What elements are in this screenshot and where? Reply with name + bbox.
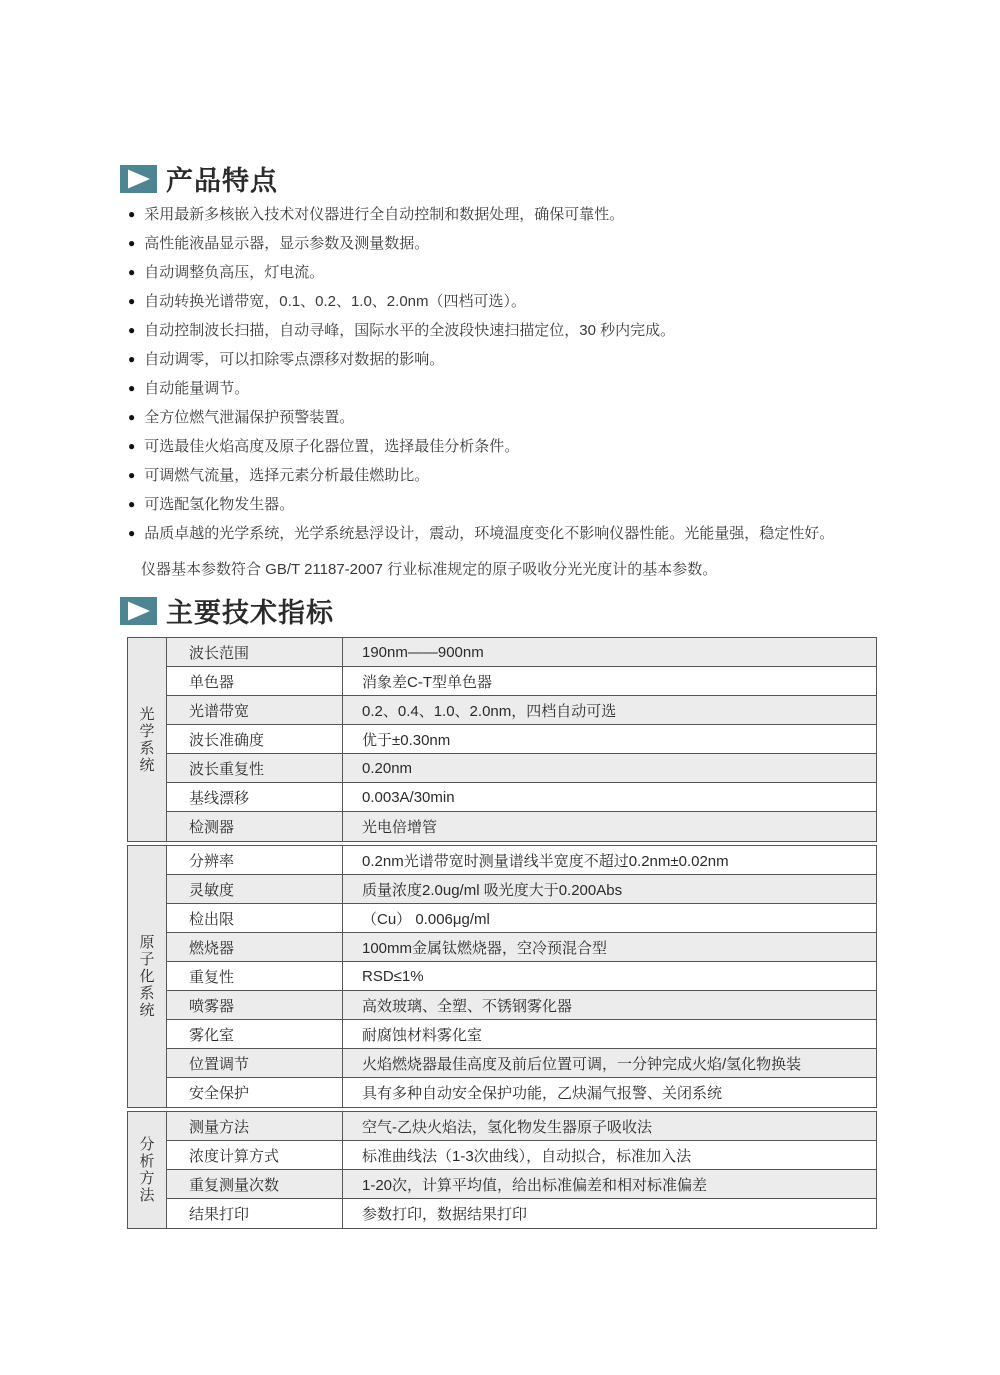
bullet-text: 采用最新多核嵌入技术对仪器进行全自动控制和数据处理，确保可靠性。 [144, 206, 625, 223]
spec-section [127, 1111, 877, 1229]
value-cell: 耐腐蚀材料雾化室 [362, 1026, 483, 1044]
feature-list [128, 199, 988, 547]
param-cell: 波长重复性 [167, 754, 343, 782]
bullet-dot-icon: ● [128, 351, 136, 366]
param-cell: 检测器 [167, 812, 343, 841]
value-cell: 具有多种自动安全保护功能，乙炔漏气报警、关闭系统 [362, 1085, 723, 1102]
value-cell: 100mm金属钛燃烧器，空冷预混合型 [362, 939, 608, 957]
spec-row [167, 754, 876, 783]
bullet-dot-icon: ● [128, 467, 136, 482]
feature-bullet [128, 344, 988, 373]
spec-row [167, 962, 876, 991]
feature-bullet [128, 199, 988, 228]
bullet-dot-icon: ● [128, 235, 136, 250]
bullet-text: 可选最佳火焰高度及原子化器位置，选择最佳分析条件。 [144, 438, 520, 455]
feature-bullet [128, 286, 988, 315]
value-cell: （Cu） 0.006μg/ml [362, 910, 490, 928]
spec-row [167, 1141, 876, 1170]
value-cell: 质量浓度2.0ug/ml 吸光度大于0.200Abs [362, 881, 623, 899]
param-cell: 光谱带宽 [167, 696, 343, 724]
param-cell: 波长范围 [167, 638, 343, 666]
bullet-dot-icon: ● [128, 525, 136, 540]
feature-bullet [128, 402, 988, 431]
spec-row [167, 846, 876, 875]
param-cell: 灵敏度 [167, 875, 343, 903]
value-cell: 0.20nm [362, 759, 413, 777]
value-cell: 0.2nm光谱带宽时测量谱线半宽度不超过0.2nm±0.02nm [362, 852, 729, 870]
param-cell: 测量方法 [167, 1112, 343, 1140]
spec-row [167, 1170, 876, 1199]
feature-bullet [128, 373, 988, 402]
category-cell: 分 析 方 法 [128, 1112, 167, 1228]
bullet-dot-icon: ● [128, 496, 136, 511]
section-rows [167, 846, 876, 1107]
param-cell: 波长准确度 [167, 725, 343, 753]
spec-row [167, 667, 876, 696]
bullet-dot-icon: ● [128, 264, 136, 279]
play-icon [120, 597, 157, 625]
category-cell: 原 子 化 系 统 [128, 846, 167, 1107]
spec-row [167, 991, 876, 1020]
value-cell: 火焰燃烧器最佳高度及前后位置可调，一分钟完成火焰/氢化物换装 [362, 1055, 802, 1073]
bullet-text: 可调燃气流量，选择元素分析最佳燃助比。 [144, 467, 430, 484]
spec-row [167, 1049, 876, 1078]
specs-header [120, 591, 334, 630]
param-cell: 重复性 [167, 962, 343, 990]
value-cell: 0.003A/30min [362, 788, 455, 806]
bullet-text: 高性能液晶显示器，显示参数及测量数据。 [144, 235, 430, 252]
spec-row [167, 812, 876, 841]
bullet-text: 可选配氢化物发生器。 [144, 496, 295, 513]
value-cell: 空气-乙炔火焰法，氢化物发生器原子吸收法 [362, 1118, 652, 1136]
spec-row [167, 1112, 876, 1141]
features-header [120, 159, 278, 198]
section-rows [167, 1112, 876, 1228]
standard-note: 仪器基本参数符合 GB/T 21187-2007 行业标准规定的原子吸收分光光度计的基本参数。 [141, 561, 718, 578]
param-cell: 分辨率 [167, 846, 343, 874]
param-cell: 基线漂移 [167, 783, 343, 811]
param-cell: 安全保护 [167, 1078, 343, 1107]
param-cell: 位置调节 [167, 1049, 343, 1077]
feature-bullet [128, 431, 988, 460]
spec-table [127, 637, 877, 1229]
value-cell: 光电倍增管 [362, 819, 438, 836]
feature-bullet [128, 228, 988, 257]
spec-row [167, 783, 876, 812]
bullet-dot-icon: ● [128, 293, 136, 308]
value-cell: RSD≤1% [362, 967, 424, 985]
value-cell: 标准曲线法（1-3次曲线），自动拟合，标准加入法 [362, 1147, 692, 1165]
spec-row [167, 1199, 876, 1228]
spec-row [167, 696, 876, 725]
category-cell: 光 学 系 统 [128, 638, 167, 841]
value-cell: 优于±0.30nm [362, 731, 451, 749]
bullet-dot-icon: ● [128, 380, 136, 395]
spec-row [167, 933, 876, 962]
value-cell: 高效玻璃、全塑、不锈钢雾化器 [362, 997, 573, 1015]
bullet-dot-icon: ● [128, 206, 136, 221]
feature-bullet [128, 315, 988, 344]
spec-row [167, 725, 876, 754]
value-cell: 参数打印，数据结果打印 [362, 1206, 528, 1223]
spec-row [167, 904, 876, 933]
bullet-text: 自动能量调节。 [144, 380, 250, 397]
bullet-text: 自动控制波长扫描，自动寻峰，国际水平的全波段快速扫描定位，30 秒内完成。 [144, 322, 676, 339]
param-cell: 单色器 [167, 667, 343, 695]
value-cell: 消象差C-T型单色器 [362, 673, 492, 691]
spec-row [167, 875, 876, 904]
bullet-text: 自动转换光谱带宽，0.1、0.2、1.0、2.0nm（四档可选）。 [144, 293, 526, 310]
param-cell: 重复测量次数 [167, 1170, 343, 1198]
bullet-text: 品质卓越的光学系统，光学系统悬浮设计，震动，环境温度变化不影响仪器性能。光能量强，稳定性好。 [144, 525, 835, 542]
feature-bullet [128, 518, 988, 547]
spec-row [167, 1078, 876, 1107]
param-cell: 浓度计算方式 [167, 1141, 343, 1169]
bullet-text: 自动调零，可以扣除零点漂移对数据的影响。 [144, 351, 445, 368]
spec-row [167, 638, 876, 667]
param-cell: 检出限 [167, 904, 343, 932]
play-icon [120, 165, 157, 193]
section-rows [167, 638, 876, 841]
param-cell: 雾化室 [167, 1020, 343, 1048]
spec-section [127, 637, 877, 842]
bullet-text: 自动调整负高压，灯电流。 [144, 264, 325, 281]
bullet-dot-icon: ● [128, 409, 136, 424]
bullet-dot-icon: ● [128, 322, 136, 337]
value-cell: 0.2、0.4、1.0、2.0nm，四档自动可选 [362, 702, 617, 720]
feature-bullet [128, 460, 988, 489]
bullet-dot-icon: ● [128, 438, 136, 453]
param-cell: 燃烧器 [167, 933, 343, 961]
value-cell: 1-20次，计算平均值，给出标准偏差和相对标准偏差 [362, 1176, 708, 1194]
spec-row [167, 1020, 876, 1049]
specs-title: 主要技术指标 [166, 598, 334, 628]
param-cell: 结果打印 [167, 1199, 343, 1228]
param-cell: 喷雾器 [167, 991, 343, 1019]
bullet-text: 全方位燃气泄漏保护预警装置。 [144, 409, 355, 426]
value-cell: 190nm——900nm [362, 643, 484, 661]
spec-section [127, 845, 877, 1108]
feature-bullet [128, 489, 988, 518]
feature-bullet [128, 257, 988, 286]
features-title: 产品特点 [166, 166, 278, 196]
